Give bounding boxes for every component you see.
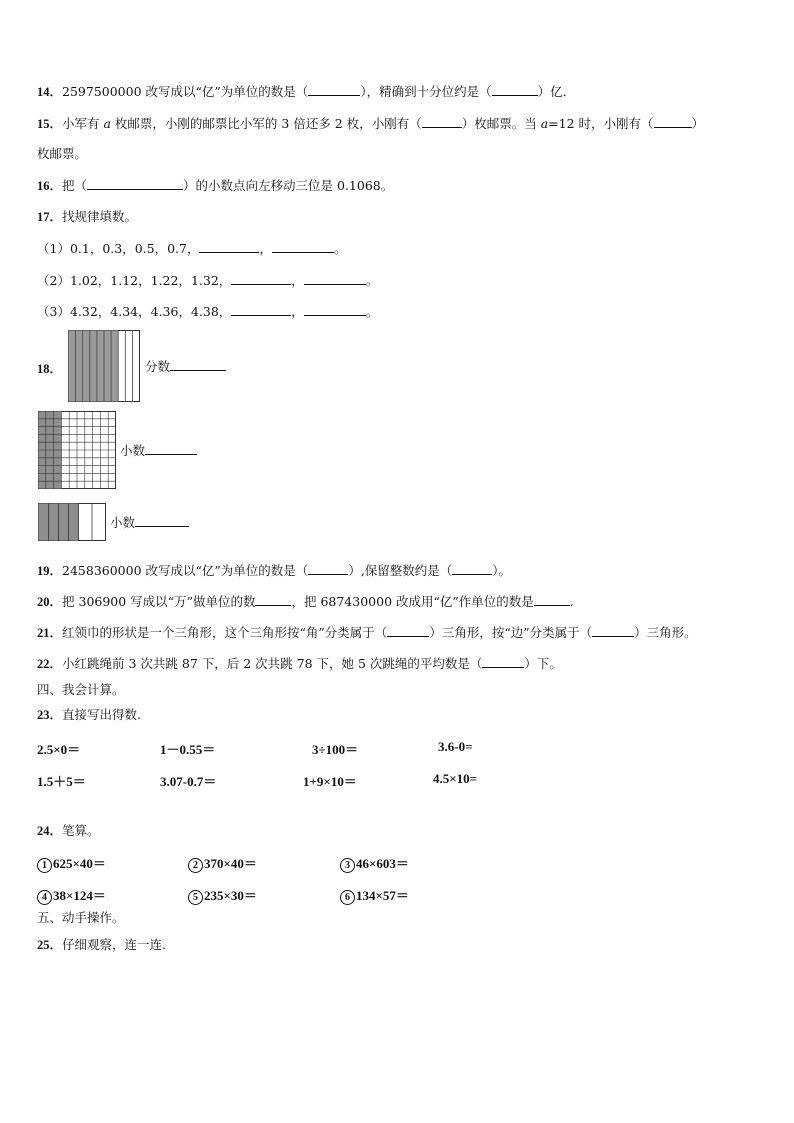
q15-text-e: ） — [691, 116, 705, 131]
question-20 — [37, 594, 574, 610]
hundred-grid-figure — [38, 411, 116, 489]
q17-item-3 — [37, 304, 378, 320]
q18-decimal-label-2 — [110, 515, 189, 531]
question-16 — [37, 178, 393, 194]
answer-blank[interactable] — [304, 274, 366, 285]
calc-expr: 134×57＝ — [356, 888, 409, 903]
calc-item: 1+9×10＝ — [303, 774, 357, 789]
q17-item-label: （3）4.32，4.34，4.36，4.38， — [37, 304, 232, 319]
q14-text-c: ）亿． — [537, 84, 576, 99]
question-number: 16． — [37, 179, 63, 193]
answer-blank[interactable] — [272, 242, 334, 253]
answer-blank[interactable] — [87, 179, 183, 190]
calc-expr: 46×603＝ — [356, 856, 409, 871]
answer-blank[interactable] — [534, 595, 570, 606]
answer-blank[interactable] — [452, 564, 492, 575]
calc-item: 3÷100＝ — [312, 742, 359, 757]
q22-text-b: ）下。 — [524, 656, 562, 671]
q17-item-label: （1）0.1，0.3，0.5，0.7， — [37, 241, 200, 256]
q19-text-a: 2458360000 改写成以“亿”为单位的数是（ — [62, 563, 309, 578]
question-number: 14． — [37, 85, 63, 99]
question-17 — [37, 209, 137, 225]
question-number: 23． — [37, 708, 63, 722]
answer-blank[interactable] — [199, 242, 259, 253]
written-calc-item — [340, 885, 409, 905]
calc-expr: 625×40＝ — [53, 856, 106, 871]
question-number: 17． — [37, 210, 63, 224]
question-22 — [37, 656, 562, 672]
q18-fraction-label — [145, 359, 226, 375]
q17-item-1 — [37, 241, 347, 257]
question-number: 22． — [37, 657, 63, 671]
q23-title: 直接写出得数. — [62, 707, 141, 722]
variable-a: a — [540, 116, 549, 131]
separator: ， — [291, 273, 304, 288]
answer-blank[interactable] — [654, 117, 692, 128]
q14-text-b: ），精确到十分位约是（ — [360, 84, 492, 99]
answer-blank[interactable] — [308, 85, 360, 96]
answer-blank[interactable] — [308, 564, 348, 575]
written-calc-item — [37, 885, 106, 905]
answer-blank[interactable] — [592, 626, 634, 637]
section-heading-4: 四、我会计算。 — [37, 682, 125, 697]
question-number: 18． — [37, 362, 63, 376]
calc-expr: 235×30＝ — [204, 888, 257, 903]
separator: ， — [291, 304, 304, 319]
circled-number: 6 — [340, 890, 355, 905]
circled-number: 2 — [188, 858, 203, 873]
q15-text-c: ）枚邮票。当 — [461, 116, 541, 131]
calc-expr: 370×40＝ — [204, 856, 257, 871]
decimal-strip-figure — [38, 503, 106, 541]
answer-blank[interactable] — [255, 595, 291, 606]
question-number: 19． — [37, 564, 63, 578]
q18-decimal-label-1 — [120, 443, 197, 459]
q24-title: 笔算。 — [62, 823, 100, 838]
answer-blank[interactable] — [492, 85, 538, 96]
question-18-number — [37, 361, 62, 377]
label-text: 小数 — [120, 443, 146, 458]
period: 。 — [365, 304, 379, 319]
period: 。 — [365, 273, 379, 288]
answer-blank[interactable] — [170, 360, 226, 371]
period: 。 — [334, 241, 347, 256]
circled-number: 4 — [37, 890, 52, 905]
question-15-continued: 枚邮票。 — [37, 146, 88, 161]
question-15 — [37, 116, 704, 132]
calc-item: 2.5×0＝ — [37, 742, 81, 757]
q17-title: 找规律填数。 — [62, 209, 138, 224]
q19-text-b: ）,保留整数约是（ — [348, 563, 453, 578]
written-calc-item — [188, 853, 257, 873]
q20-text-c: . — [569, 594, 574, 609]
question-19 — [37, 563, 511, 579]
q14-text-a: 2597500000 改写成以“亿”为单位的数是（ — [62, 84, 309, 99]
question-14 — [37, 84, 575, 100]
calc-item: 1－0.55＝ — [160, 742, 216, 757]
q22-text-a: 小红跳绳前 3 次共跳 87 下，后 2 次共跳 78 下，她 5 次跳绳的平均数是（ — [62, 656, 483, 671]
answer-blank[interactable] — [135, 516, 189, 527]
q15-text-d: =12 时，小刚有（ — [548, 116, 654, 131]
fraction-strip-figure — [68, 330, 140, 402]
q19-text-c: ）。 — [492, 563, 512, 578]
separator: ， — [259, 241, 272, 256]
circled-number: 5 — [188, 890, 203, 905]
q17-item-label: （2）1.02，1.12，1.22，1.32， — [37, 273, 232, 288]
q25-title: 仔细观察，连一连. — [62, 937, 166, 952]
question-21 — [37, 625, 697, 641]
q21-text-a: 红领巾的形状是一个三角形，这个三角形按“角”分类属于（ — [62, 625, 388, 640]
question-number: 15． — [37, 117, 63, 131]
label-text: 小数 — [110, 515, 136, 530]
calc-item: 1.5＋5＝ — [37, 774, 86, 789]
calc-expr: 38×124＝ — [53, 888, 106, 903]
question-23 — [37, 707, 141, 723]
section-heading-5: 五、动手操作。 — [37, 910, 125, 925]
calc-item: 4.5×10= — [433, 771, 478, 786]
q20-text-a: 把 306900 写成以“万”做单位的数 — [62, 594, 256, 609]
q17-item-2 — [37, 273, 378, 289]
question-number: 25． — [37, 938, 63, 952]
q21-text-b: ）三角形，按“边”分类属于（ — [429, 625, 593, 640]
q20-text-b: ，把 687430000 改成用“亿”作单位的数是 — [291, 594, 534, 609]
label-text: 分数 — [145, 359, 171, 374]
calc-item: 3.6-0= — [438, 739, 473, 754]
answer-blank[interactable] — [231, 274, 291, 285]
written-calc-item — [188, 885, 257, 905]
circled-number: 3 — [340, 858, 355, 873]
question-number: 21． — [37, 626, 63, 640]
answer-blank[interactable] — [482, 657, 524, 668]
calc-item: 3.07-0.7＝ — [160, 774, 217, 789]
q16-text-b: ）的小数点向左移动三位是 0.1068。 — [183, 178, 394, 193]
variable-a: a — [103, 116, 111, 131]
q21-text-c: ）三角形。 — [634, 625, 697, 640]
written-calc-item — [37, 853, 106, 873]
q15-text-b: 枚邮票，小刚的邮票比小军的 3 倍还多 2 枚，小刚有（ — [110, 116, 422, 131]
answer-blank[interactable] — [387, 626, 429, 637]
question-25 — [37, 937, 166, 953]
answer-blank[interactable] — [231, 305, 291, 316]
answer-blank[interactable] — [304, 305, 366, 316]
answer-blank[interactable] — [422, 117, 462, 128]
q16-text-a: 把（ — [62, 178, 88, 193]
answer-blank[interactable] — [145, 444, 197, 455]
written-calc-item — [340, 853, 409, 873]
circled-number: 1 — [37, 858, 52, 873]
question-number: 20． — [37, 595, 63, 609]
q15-text-a: 小军有 — [62, 116, 104, 131]
question-number: 24． — [37, 824, 63, 838]
question-24 — [37, 823, 100, 839]
